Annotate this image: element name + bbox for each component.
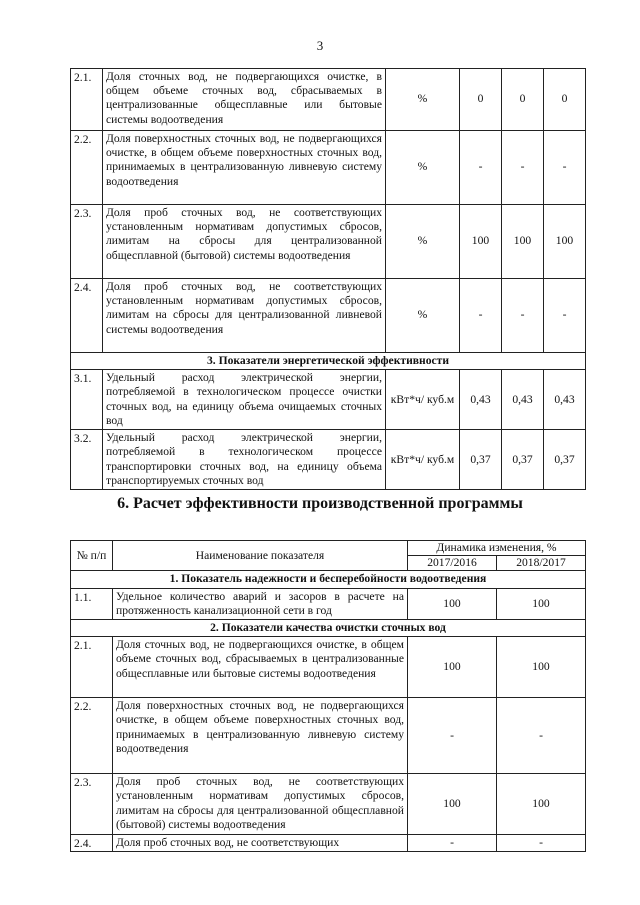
section-heading: 6. Расчет эффективности производственной программы [117,495,523,512]
header-name: Наименование показателя [113,541,408,571]
row-value: - [460,279,502,353]
row-number: 3.1. [71,370,103,430]
table-row [71,698,586,774]
table-row [71,279,586,353]
row-name: Удельное количество аварий и засоров в расчете на протяженность канализационной сети в год [113,588,408,619]
header-col: 2018/2017 [497,556,586,571]
row-unit: % [386,131,460,205]
row-number: 2.1. [71,637,113,698]
row-number: 1.1. [71,588,113,619]
row-value: - [460,131,502,205]
table-row [71,370,586,430]
header-dynamics: Динамика изменения, % [408,541,586,556]
table-row [71,69,586,131]
row-value: 0 [544,69,586,131]
row-number: 3.2. [71,430,103,490]
row-number: 2.3. [71,774,113,835]
row-unit: кВт*ч/ куб.м [386,370,460,430]
row-value: 0,37 [502,430,544,490]
row-name: Доля проб сточных вод, не соответствующих установленным нормативам допустимых сбросов, лимитам на сбросы для централизованной общесплавной (бытовой) системы водоотведения [113,774,408,835]
row-number: 2.2. [71,698,113,774]
row-value: 100 [497,588,586,619]
section-row [71,620,586,637]
page-number: 3 [316,38,324,53]
row-number: 2.1. [71,69,103,131]
row-value: - [502,131,544,205]
row-unit: % [386,69,460,131]
row-value: - [544,279,586,353]
table-row [71,588,586,619]
row-value: 0 [502,69,544,131]
row-name: Доля проб сточных вод, не соответствующих установленным нормативам допустимых сбросов, лимитам на сбросы для централизованной ливневой системы водоотведения [103,279,386,353]
row-name: Удельный расход электрической энергии, потребляемой в технологическом процессе очистки сточных вод, на единицу объема очищаемых сточных вод [103,370,386,430]
row-value: 0,37 [544,430,586,490]
row-value: - [408,698,497,774]
section-title: 3. Показатели энергетической эффективности [71,353,586,370]
row-value: 0,37 [460,430,502,490]
row-value: - [408,835,497,852]
indicators-table [70,68,586,490]
row-value: 100 [502,205,544,279]
row-name: Доля поверхностных сточных вод, не подвергающихся очистке, в общем объеме поверхностных сточных вод, принимаемых в централизованную ливневую систему водоотведения [113,698,408,774]
row-value: 100 [497,774,586,835]
efficiency-table [70,540,586,852]
table-row [71,774,586,835]
row-unit: % [386,205,460,279]
table-row [71,637,586,698]
row-value: 0,43 [460,370,502,430]
row-name: Доля сточных вод, не подвергающихся очистке, в общем объеме сточных вод, сбрасываемых в централизованные общесплавные или бытовые системы водоотведения [103,69,386,131]
row-number: 2.4. [71,279,103,353]
header-col: 2017/2016 [408,556,497,571]
section-title: 2. Показатели качества очистки сточных вод [71,620,586,637]
row-unit: кВт*ч/ куб.м [386,430,460,490]
row-value: - [502,279,544,353]
section-row [71,571,586,588]
row-number: 2.2. [71,131,103,205]
table-row [71,430,586,490]
row-value: 0,43 [502,370,544,430]
table-row [71,835,586,852]
row-value: 100 [460,205,502,279]
row-name: Доля сточных вод, не подвергающихся очистке, в общем объеме сточных вод, сбрасываемых в централизованные общесплавные или бытовые системы водоотведения [113,637,408,698]
row-value: - [497,698,586,774]
row-name: Удельный расход электрической энергии, потребляемой в технологическом процессе транспортировки сточных вод, на единицу объема транспортируемых сточных вод [103,430,386,490]
section-row [71,353,586,370]
row-unit: % [386,279,460,353]
row-name: Доля поверхностных сточных вод, не подвергающихся очистке, в общем объеме поверхностных сточных вод, принимаемых в централизованную ливневую систему водоотведения [103,131,386,205]
row-value: 0,43 [544,370,586,430]
row-value: - [544,131,586,205]
row-name: Доля проб сточных вод, не соответствующих установленным нормативам допустимых сбросов, лимитам на сбросы для централизованной общесплавной (бытовой) системы водоотведения [103,205,386,279]
section-title: 1. Показатель надежности и бесперебойности водоотведения [71,571,586,588]
row-number: 2.3. [71,205,103,279]
row-value: 100 [408,588,497,619]
row-value: 100 [497,637,586,698]
row-value: - [497,835,586,852]
table-row [71,205,586,279]
table-header-row [71,541,586,556]
row-number: 2.4. [71,835,113,852]
row-value: 0 [460,69,502,131]
row-value: 100 [408,637,497,698]
header-num: № п/п [71,541,113,571]
table-row [71,131,586,205]
row-value: 100 [408,774,497,835]
row-name: Доля проб сточных вод, не соответствующих [113,835,408,852]
row-value: 100 [544,205,586,279]
